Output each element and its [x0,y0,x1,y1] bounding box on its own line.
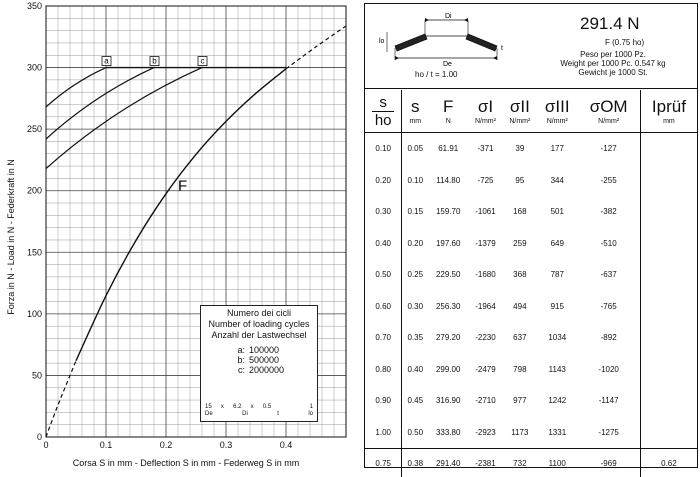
legend-title-it: Numero dei cicli [201,308,317,319]
table-cell: 259 [503,228,537,260]
column-header: σII N/mm² [503,90,537,133]
y-tick-label: 200 [27,186,42,196]
table-cell: 0.30 [402,291,428,323]
table-cell [640,165,697,197]
table-cell: -2923 [468,417,502,449]
table-cell [640,385,697,417]
table-cell: -1061 [468,196,502,228]
legend-cycle-a: a: 100000 [231,345,317,355]
table-row [365,322,697,354]
table-cell: -382 [577,196,640,228]
table-cell: -255 [577,165,640,197]
spec-weights [538,50,688,77]
table-cell: -2479 [468,354,502,386]
table-row [365,133,697,165]
spec-panel [364,3,698,468]
weight-de: Gewicht je 1000 St. [538,68,688,77]
table-cell: -765 [577,291,640,323]
legend-title-en: Number of loading cycles [201,319,317,330]
table-cell [640,322,697,354]
legend-title-de: Anzahl der Lastwechsel [201,330,317,341]
table-cell: 1242 [537,385,577,417]
table-row [365,417,697,449]
table-row [365,228,697,260]
table-cell: -2381 [468,449,502,477]
table-cell: -969 [577,449,640,477]
table-cell: 1143 [537,354,577,386]
table-row [365,291,697,323]
table-cell: -510 [577,228,640,260]
y-tick-label: 150 [27,247,42,257]
cycle-label-b: b [152,57,157,66]
cycle-label-a: a [104,57,109,66]
spec-header [365,4,697,89]
table-cell: 0.25 [402,259,428,291]
table-cell: 732 [503,449,537,477]
table-cell: 977 [503,385,537,417]
table-cell: 61.91 [428,133,468,165]
table-cell: 0.30 [365,196,402,228]
spec-ratio: ho / t = 1.00 [415,70,457,79]
table-cell: -127 [577,133,640,165]
y-tick-label: 0 [37,432,42,442]
x-axis-title: Corsa S in mm - Deflection S in mm - Federweg S in mm [73,458,300,468]
table-cell: 256.30 [428,291,468,323]
series-line-b [46,68,154,139]
table-cell: 787 [537,259,577,291]
table-cell [640,417,697,449]
table-cell: 0.10 [365,133,402,165]
table-summary-row [365,449,697,477]
curve-label-F: F [178,178,187,195]
table-cell: 0.50 [402,417,428,449]
column-header: F N [428,90,468,133]
y-tick-label: 350 [27,1,42,11]
series-line-extension [46,361,76,437]
table-cell: -2230 [468,322,502,354]
table-cell [640,354,697,386]
table-cell: 494 [503,291,537,323]
table-row [365,165,697,197]
table-cell: 1331 [537,417,577,449]
table-cell: 0.70 [365,322,402,354]
table-cell: 0.50 [365,259,402,291]
dim-lo-label: lo [379,38,385,45]
table-cell: 229.50 [428,259,468,291]
table-cell: -1275 [577,417,640,449]
column-header: σOM N/mm² [577,90,640,133]
column-header: σIII N/mm² [537,90,577,133]
table-cell: 0.20 [365,165,402,197]
table-cell: 291.40 [428,449,468,477]
table-cell: -1680 [468,259,502,291]
table-cell: 159.70 [428,196,468,228]
weight-it: Peso per 1000 Pz. [538,50,688,59]
x-tick-label: 0.4 [280,440,293,450]
table-cell: 0.15 [402,196,428,228]
dim-t-label: t [501,45,503,52]
table-cell: 368 [503,259,537,291]
table-cell: -1020 [577,354,640,386]
y-tick-label: 100 [27,309,42,319]
table-cell: 333.80 [428,417,468,449]
series-line-extension [286,26,346,69]
table-cell: -637 [577,259,640,291]
table-cell: 114.80 [428,165,468,197]
column-header: s ho [365,90,402,133]
table-cell: 279.20 [428,322,468,354]
x-tick-label: 0.1 [100,440,113,450]
column-header: s mm [402,90,428,133]
dim-di-label: Di [445,13,452,20]
series-line-a [46,68,106,107]
table-cell: 0.80 [365,354,402,386]
table-cell [640,291,697,323]
table-header-row [365,90,697,133]
spec-load: 291.4 N [580,14,640,34]
table-cell: 168 [503,196,537,228]
spec-load-condition: F (0.75 ho) [605,38,644,47]
column-header: σI N/mm² [468,90,502,133]
table-cell: 798 [503,354,537,386]
table-cell: 1173 [503,417,537,449]
table-cell: 0.05 [402,133,428,165]
table-cell: -1147 [577,385,640,417]
table-cell: -1379 [468,228,502,260]
table-cell: -2710 [468,385,502,417]
table-cell: -892 [577,322,640,354]
table-cell: 316.90 [428,385,468,417]
table-cell: 299.00 [428,354,468,386]
y-tick-label: 50 [32,370,42,380]
x-tick-label: 0 [43,440,48,450]
table-cell: 0.90 [365,385,402,417]
cycle-label-c: c [201,57,205,66]
legend-cycle-c: c: 2000000 [231,365,317,375]
table-cell: 0.38 [402,449,428,477]
table-cell: 1.00 [365,417,402,449]
y-tick-label: 250 [27,124,42,134]
table-cell: -1964 [468,291,502,323]
washer-cross-section [373,10,513,70]
table-cell [640,228,697,260]
table-cell: 649 [537,228,577,260]
weight-en: Weight per 1000 Pc. 0.547 kg [538,59,688,68]
legend-dimension-ratio: 15 x 6.2 x 0.5 1 De Di t lo [205,404,313,418]
data-table [365,90,697,477]
table-cell: 0.75 [365,449,402,477]
table-cell: 501 [537,196,577,228]
table-cell [640,133,697,165]
table-cell: 39 [503,133,537,165]
legend-box [200,305,318,422]
table-cell: 0.62 [640,449,697,477]
table-cell: 915 [537,291,577,323]
table-cell: 1034 [537,322,577,354]
table-body [365,133,697,477]
table-row [365,354,697,386]
x-tick-label: 0.3 [220,440,233,450]
table-cell: 637 [503,322,537,354]
table-cell: 0.45 [402,385,428,417]
table-cell: 177 [537,133,577,165]
table-cell: 0.10 [402,165,428,197]
table-cell [640,196,697,228]
column-header: Iprüf mm [640,90,697,133]
table-cell: 0.35 [402,322,428,354]
y-tick-label: 300 [27,63,42,73]
table-cell: 344 [537,165,577,197]
x-tick-label: 0.2 [160,440,173,450]
table-cell: -725 [468,165,502,197]
table-cell: 95 [503,165,537,197]
legend-cycle-b: b: 500000 [231,355,317,365]
table-cell [640,259,697,291]
table-cell: -371 [468,133,502,165]
dim-de-label: De [443,61,452,68]
table-cell: 0.60 [365,291,402,323]
table-cell: 0.40 [365,228,402,260]
table-row [365,259,697,291]
table-cell: 0.20 [402,228,428,260]
table-cell: 197.60 [428,228,468,260]
table-cell: 0.40 [402,354,428,386]
table-row [365,196,697,228]
table-row [365,385,697,417]
table-cell: 1100 [537,449,577,477]
y-axis-title: Forza in N - Load in N - Federkraft in N [6,159,16,315]
